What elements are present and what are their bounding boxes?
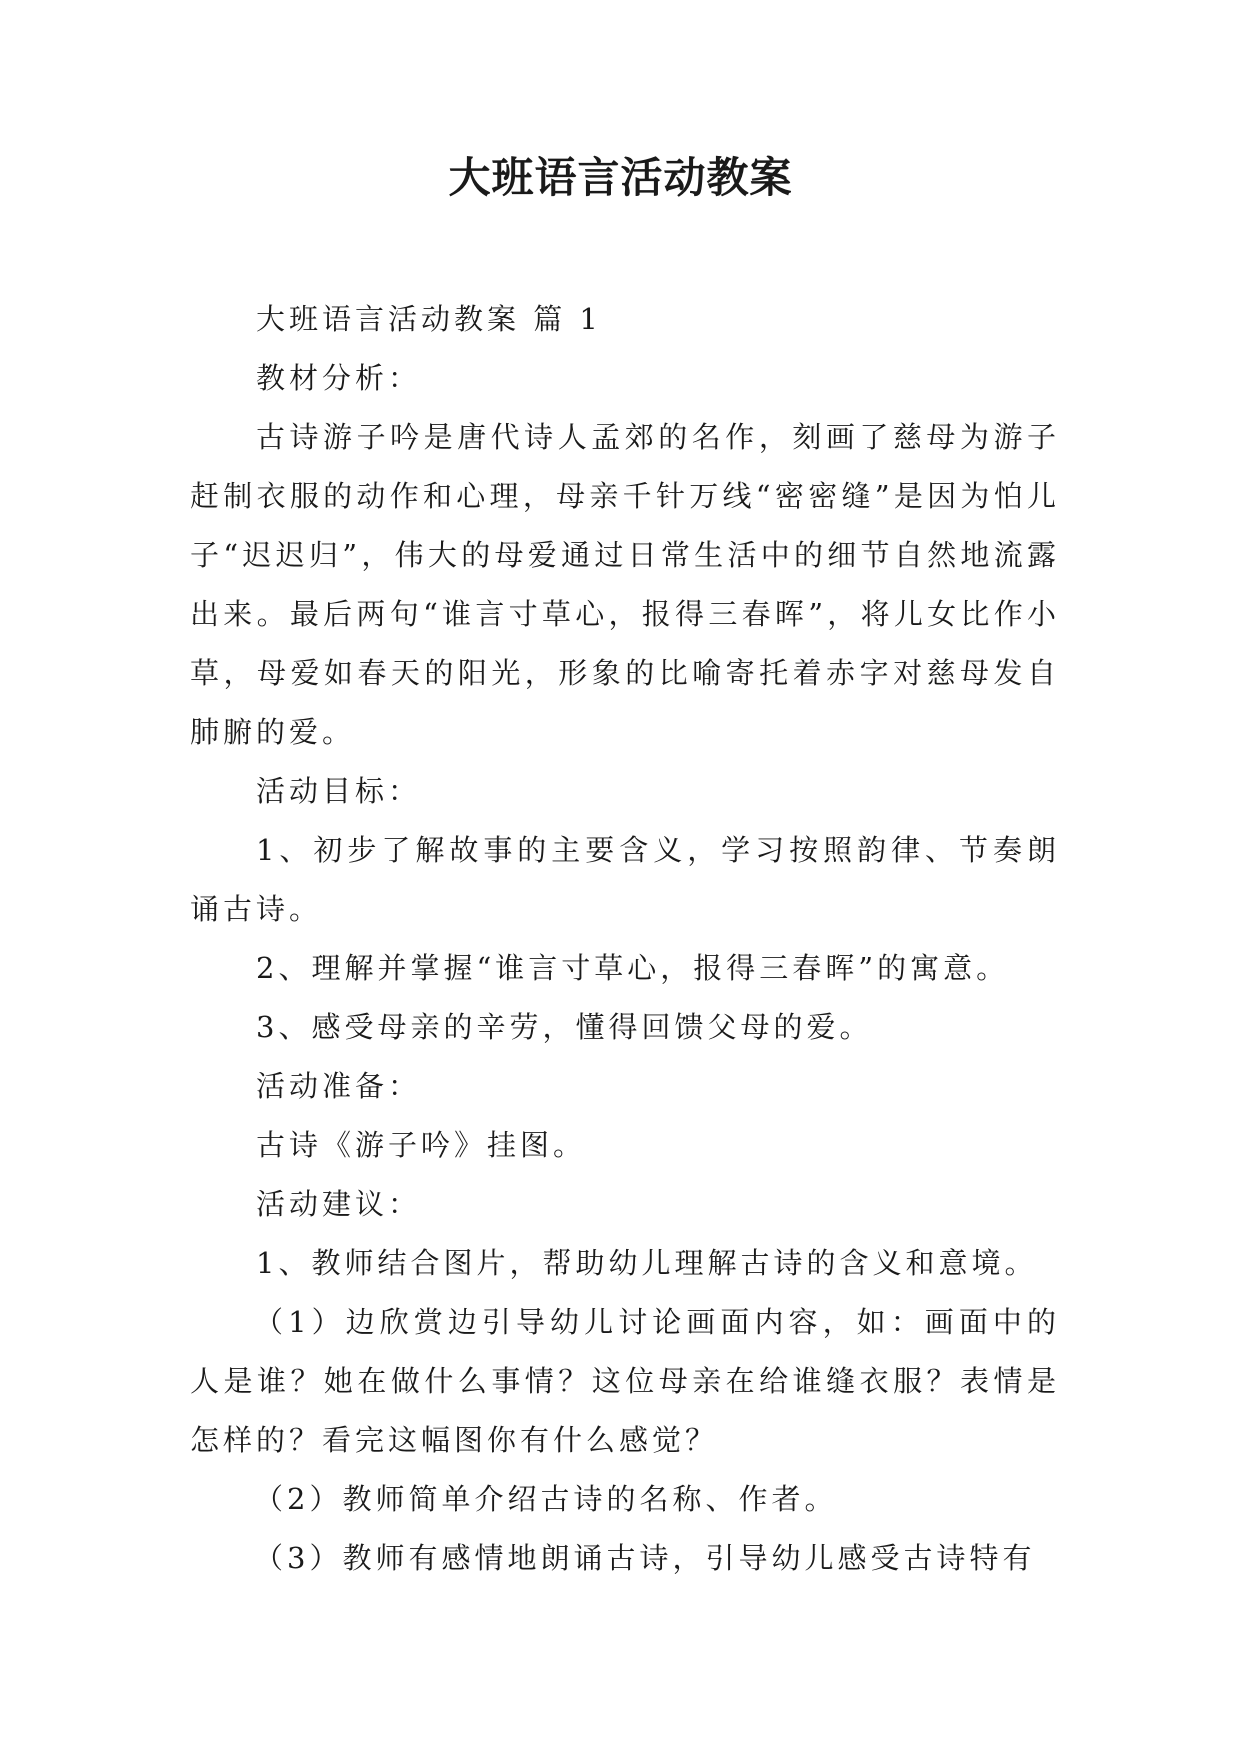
goal-item-2: 2、理解并掌握“谁言寸草心，报得三春晖”的寓意。 bbox=[256, 951, 1010, 985]
goal-item-3: 3、感受母亲的辛劳，懂得回馈父母的爱。 bbox=[256, 1010, 873, 1044]
document-body bbox=[190, 290, 1060, 1588]
subheading-activity-suggestions: 活动建议： bbox=[256, 1187, 422, 1221]
paragraph-material-analysis: 古诗游子吟是唐代诗人孟郊的名作，刻画了慈母为游子赶制衣服的动作和心理，母亲千针万线“密密缝”是因为怕儿子“迟迟归”，伟大的母爱通过日常生活中的细节自然地流露出来。最后两句“谁言寸草心，报得三春晖”，将儿女比作小草，母爱如春天的阳光，形象的比喻寄托着赤字对慈母发自肺腑的爱。 bbox=[190, 420, 1060, 749]
suggestion-subitem-1: （1）边欣赏边引导幼儿讨论画面内容，如：画面中的人是谁？她在做什么事情？这位母亲在给谁缝衣服？表情是怎样的？看完这幅图你有什么感觉？ bbox=[190, 1305, 1060, 1457]
suggestion-subitem-2: （2）教师简单介绍古诗的名称、作者。 bbox=[254, 1482, 838, 1516]
section-heading: 大班语言活动教案 篇 1 bbox=[256, 302, 602, 336]
suggestion-item-1: 1、教师结合图片，帮助幼儿理解古诗的含义和意境。 bbox=[256, 1246, 1038, 1280]
suggestion-subitem-3: （3）教师有感情地朗诵古诗，引导幼儿感受古诗特有 bbox=[254, 1541, 1036, 1575]
preparation-item: 古诗《游子吟》挂图。 bbox=[256, 1128, 587, 1162]
subheading-activity-goals: 活动目标： bbox=[256, 774, 422, 808]
subheading-activity-preparation: 活动准备： bbox=[256, 1069, 422, 1103]
document-title: 大班语言活动教案 bbox=[448, 153, 793, 202]
subheading-material-analysis: 教材分析： bbox=[256, 361, 422, 395]
goal-item-1: 1、初步了解故事的主要含义，学习按照韵律、节奏朗诵古诗。 bbox=[190, 833, 1060, 926]
